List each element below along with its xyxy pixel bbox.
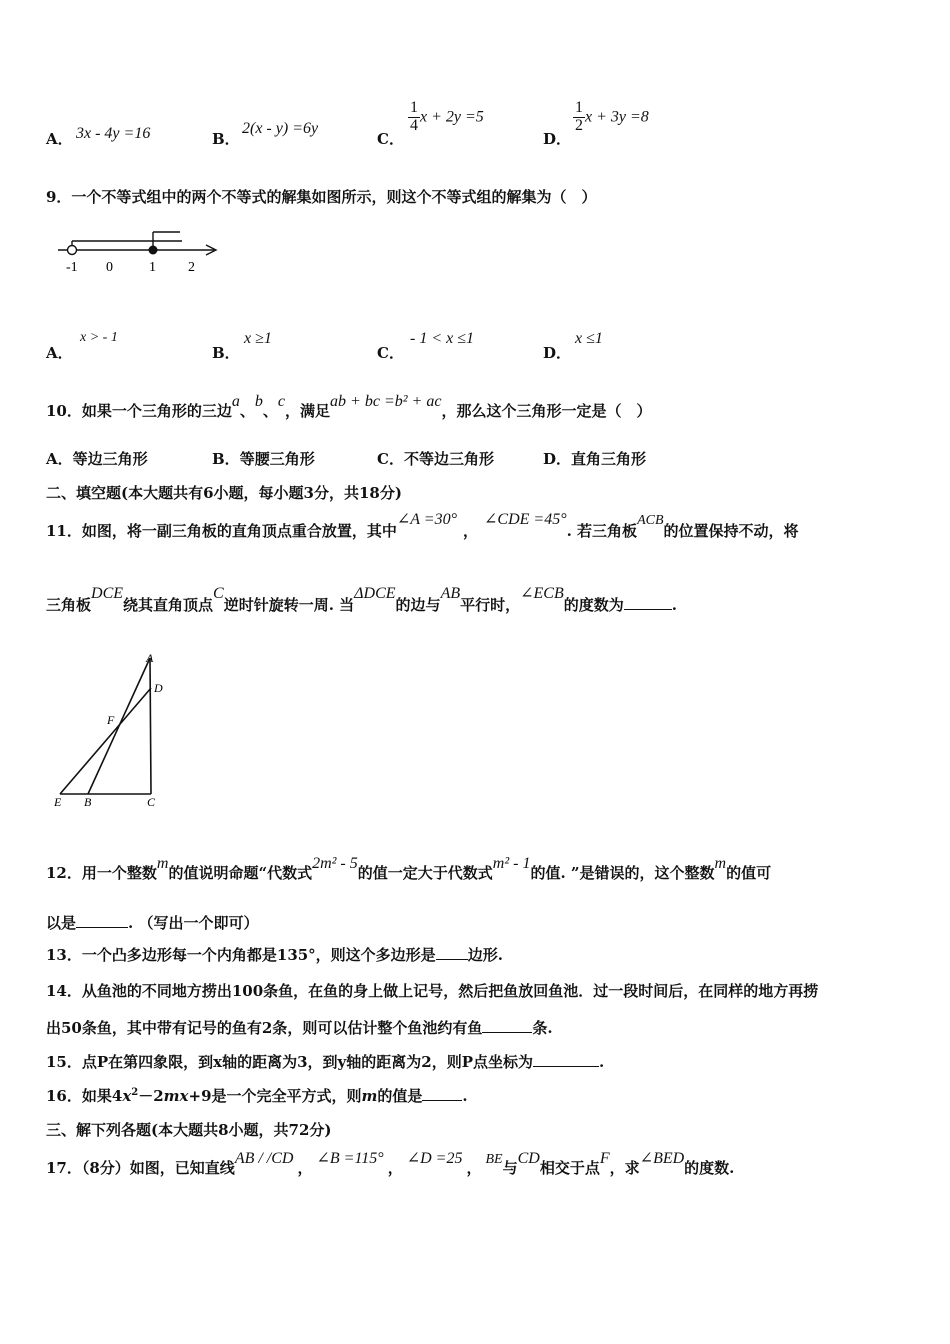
q12-text: 的值说明命题“代数式: [168, 864, 313, 882]
segment-be: BE: [485, 1152, 503, 1167]
expression-2: m² - 1: [492, 855, 531, 872]
q12-text: 以是: [46, 914, 77, 932]
section-2-heading: 二、填空题(本大题共有6小题，每小题3分，共18分): [46, 484, 402, 502]
label-e: E: [54, 795, 62, 809]
option-letter: C．: [377, 450, 404, 468]
q14-text: 出50条鱼，其中带有记号的鱼有2条，则可以估计整个鱼池约有鱼: [46, 1019, 483, 1037]
q10-option-c: [377, 448, 494, 469]
q16-text: 的值是: [377, 1087, 423, 1105]
vertex-c: C: [213, 585, 224, 602]
q8-option-a-letter: A．: [46, 130, 73, 148]
q14-line-1: 14．从鱼池的不同地方捞出100条鱼，在鱼的身上做上记号，然后把鱼放回鱼池．过一段时间后，在同样的地方再捞: [46, 982, 819, 1000]
segment-ac: [150, 658, 151, 794]
q17-text: 17．（8分）如图，已知直线: [46, 1159, 235, 1177]
q17-text: ，求: [609, 1159, 640, 1177]
q12-text: 的值. ”是错误的，这个整数: [530, 864, 715, 882]
angle-a: ∠A =30°: [396, 511, 457, 528]
q14-line-2: [46, 1017, 553, 1038]
q9-option-c-letter: C．: [377, 344, 404, 362]
q17: [46, 1150, 735, 1178]
fraction-numerator: 1: [410, 99, 418, 116]
triangle-acb: ACB: [637, 513, 664, 528]
label-f: F: [107, 713, 115, 727]
option-text: 不等边三角形: [403, 450, 494, 468]
q11-text: 逆时针旋转一周. 当: [223, 596, 355, 614]
q12-line-2: [46, 912, 258, 933]
q12-line-1: [46, 855, 772, 883]
q12-text: 的值可: [726, 864, 772, 882]
answer-blank[interactable]: [482, 1032, 532, 1033]
fraction-denominator: 2: [575, 116, 583, 134]
closed-point: [149, 246, 158, 255]
fraction-numerator: 1: [575, 99, 583, 116]
expression-rest: x + 2y =5: [420, 108, 484, 126]
var-m: m: [714, 855, 727, 872]
q10-condition: ab + bc =b² + ac: [330, 393, 442, 410]
q13-text: 13．一个凸多边形每一个内角都是135°，则这个多边形是: [46, 946, 436, 964]
option-letter: A．: [46, 450, 73, 468]
q13-text: 边形.: [467, 946, 503, 964]
q16: [46, 1085, 468, 1106]
answer-blank[interactable]: [436, 959, 468, 960]
q11-text: 的位置保持不动，将: [663, 522, 799, 540]
q12-text: 12．用一个整数: [46, 864, 157, 882]
q17-comma: ，: [466, 1159, 482, 1177]
tick-label: 2: [188, 260, 195, 275]
q8-option-d-letter: D．: [543, 130, 572, 148]
q11-line-1: [46, 511, 799, 541]
option-letter: B．: [212, 450, 240, 468]
side-c: c: [277, 393, 286, 410]
var-m: m: [361, 1087, 378, 1105]
q15-text: 15．点P在第四象限，到x轴的距离为3，到y轴的距离为2，则P点坐标为: [46, 1053, 533, 1071]
q12-text: 的值一定大于代数式: [357, 864, 493, 882]
answer-blank[interactable]: [422, 1100, 462, 1101]
q11-text: 绕其直角顶点: [123, 596, 214, 614]
q17-text: 的度数.: [684, 1159, 735, 1177]
angle-d: ∠D =25: [406, 1150, 463, 1167]
q8-option-c-expr: [408, 100, 484, 135]
side-ab: AB: [440, 585, 461, 602]
q11-text: 的边与: [395, 596, 441, 614]
label-a: A: [146, 651, 154, 665]
option-text: 直角三角形: [571, 450, 647, 468]
var-m: m: [156, 855, 169, 872]
q16-text: .: [462, 1087, 468, 1105]
answer-blank[interactable]: [533, 1066, 599, 1067]
q17-comma: ，: [387, 1159, 403, 1177]
q15-text: .: [598, 1053, 605, 1071]
q10-text: ，那么这个三角形一定是（ ）: [441, 402, 652, 420]
q10-option-b: [212, 448, 315, 469]
q8-option-a-expr: 3x - 4y =16: [76, 125, 151, 142]
expression-rest: x + 3y =8: [585, 108, 649, 126]
q11-text: 平行时，: [460, 596, 521, 614]
open-point: [68, 246, 77, 255]
option-letter: D．: [543, 450, 572, 468]
q9-option-d-expr: x ≤1: [575, 330, 603, 347]
triangle-dce: DCE: [91, 585, 124, 602]
q9-option-b-letter: B．: [212, 344, 240, 362]
q10-sep: 、: [239, 402, 255, 420]
q14-text: 条.: [532, 1019, 553, 1037]
side-a: a: [231, 393, 240, 410]
angle-bed: ∠BED: [639, 1150, 685, 1167]
q9-option-d-letter: D．: [543, 344, 572, 362]
q11-line-2: [46, 585, 677, 615]
angle-b: ∠B =115°: [316, 1150, 384, 1167]
var-mx: mx: [163, 1087, 189, 1105]
option-text: 等边三角形: [72, 450, 148, 468]
answer-blank[interactable]: [76, 927, 128, 928]
q10-stem: [46, 393, 652, 421]
fraction-denominator: 4: [410, 116, 418, 134]
q10-option-a: [46, 448, 148, 469]
q16-text: －2: [138, 1087, 164, 1105]
point-f: F: [599, 1150, 610, 1167]
q8-option-b-letter: B．: [212, 130, 240, 148]
q11-text: 11．如图，将一副三角板的直角顶点重合放置，其中: [46, 522, 397, 540]
var-x: x: [122, 1087, 132, 1105]
q11-comma: ，: [462, 522, 478, 540]
q15: [46, 1051, 604, 1072]
q10-text: 10．如果一个三角形的三边: [46, 402, 232, 420]
tick-label: 0: [106, 260, 113, 275]
q11-text: . 若三角板: [566, 522, 638, 540]
q17-text: 相交于点: [539, 1159, 600, 1177]
q10-option-d: [543, 448, 646, 469]
q16-text: +9是一个完全平方式，则: [188, 1087, 362, 1105]
q16-text: 16．如果4: [46, 1087, 123, 1105]
answer-blank[interactable]: [624, 609, 672, 610]
q11-triangle-figure: [50, 648, 180, 812]
label-b: B: [84, 795, 92, 809]
option-text: 等腰三角形: [239, 450, 315, 468]
expression-1: 2m² - 5: [312, 855, 358, 872]
q17-comma: ，: [297, 1159, 313, 1177]
q9-option-a-letter: A．: [46, 344, 73, 362]
q17-text: 与: [502, 1159, 518, 1177]
tick-label: 1: [149, 260, 156, 275]
q9-option-c-expr: - 1 < x ≤1: [410, 330, 475, 347]
q8-option-c-letter: C．: [377, 130, 404, 148]
segment-cd: CD: [517, 1150, 540, 1167]
segment-ed: [60, 688, 151, 794]
label-d: D: [154, 681, 163, 695]
q11-text: .: [671, 596, 677, 614]
q9-option-b-expr: x ≥1: [244, 330, 272, 347]
q9-stem: 9．一个不等式组中的两个不等式的解集如图所示，则这个不等式组的解集为（ ）: [46, 188, 597, 206]
q8-option-d-expr: [573, 100, 649, 135]
q9-option-a-expr: x > - 1: [80, 330, 118, 345]
section-3-heading: 三、解下列各题(本大题共8小题，共72分): [46, 1121, 332, 1139]
q12-text: . （写出一个即可）: [128, 914, 259, 932]
angle-cde: ∠CDE =45°: [484, 511, 567, 528]
triangle-delta-dce: ΔDCE: [354, 585, 396, 602]
q10-text: ，满足: [285, 402, 331, 420]
angle-ecb: ∠ECB: [520, 585, 564, 602]
side-b: b: [254, 393, 263, 410]
parallel-lines: AB / /CD: [234, 1150, 294, 1167]
q8-option-b-expr: 2(x - y) =6y: [242, 120, 319, 137]
exponent: 2: [131, 1087, 139, 1098]
q11-text: 三角板: [46, 596, 92, 614]
q9-number-line: [52, 226, 224, 276]
tick-label: -1: [66, 260, 78, 275]
q10-sep: 、: [262, 402, 278, 420]
label-c: C: [147, 795, 156, 809]
q11-text: 的度数为: [563, 596, 624, 614]
q13: [46, 944, 503, 965]
